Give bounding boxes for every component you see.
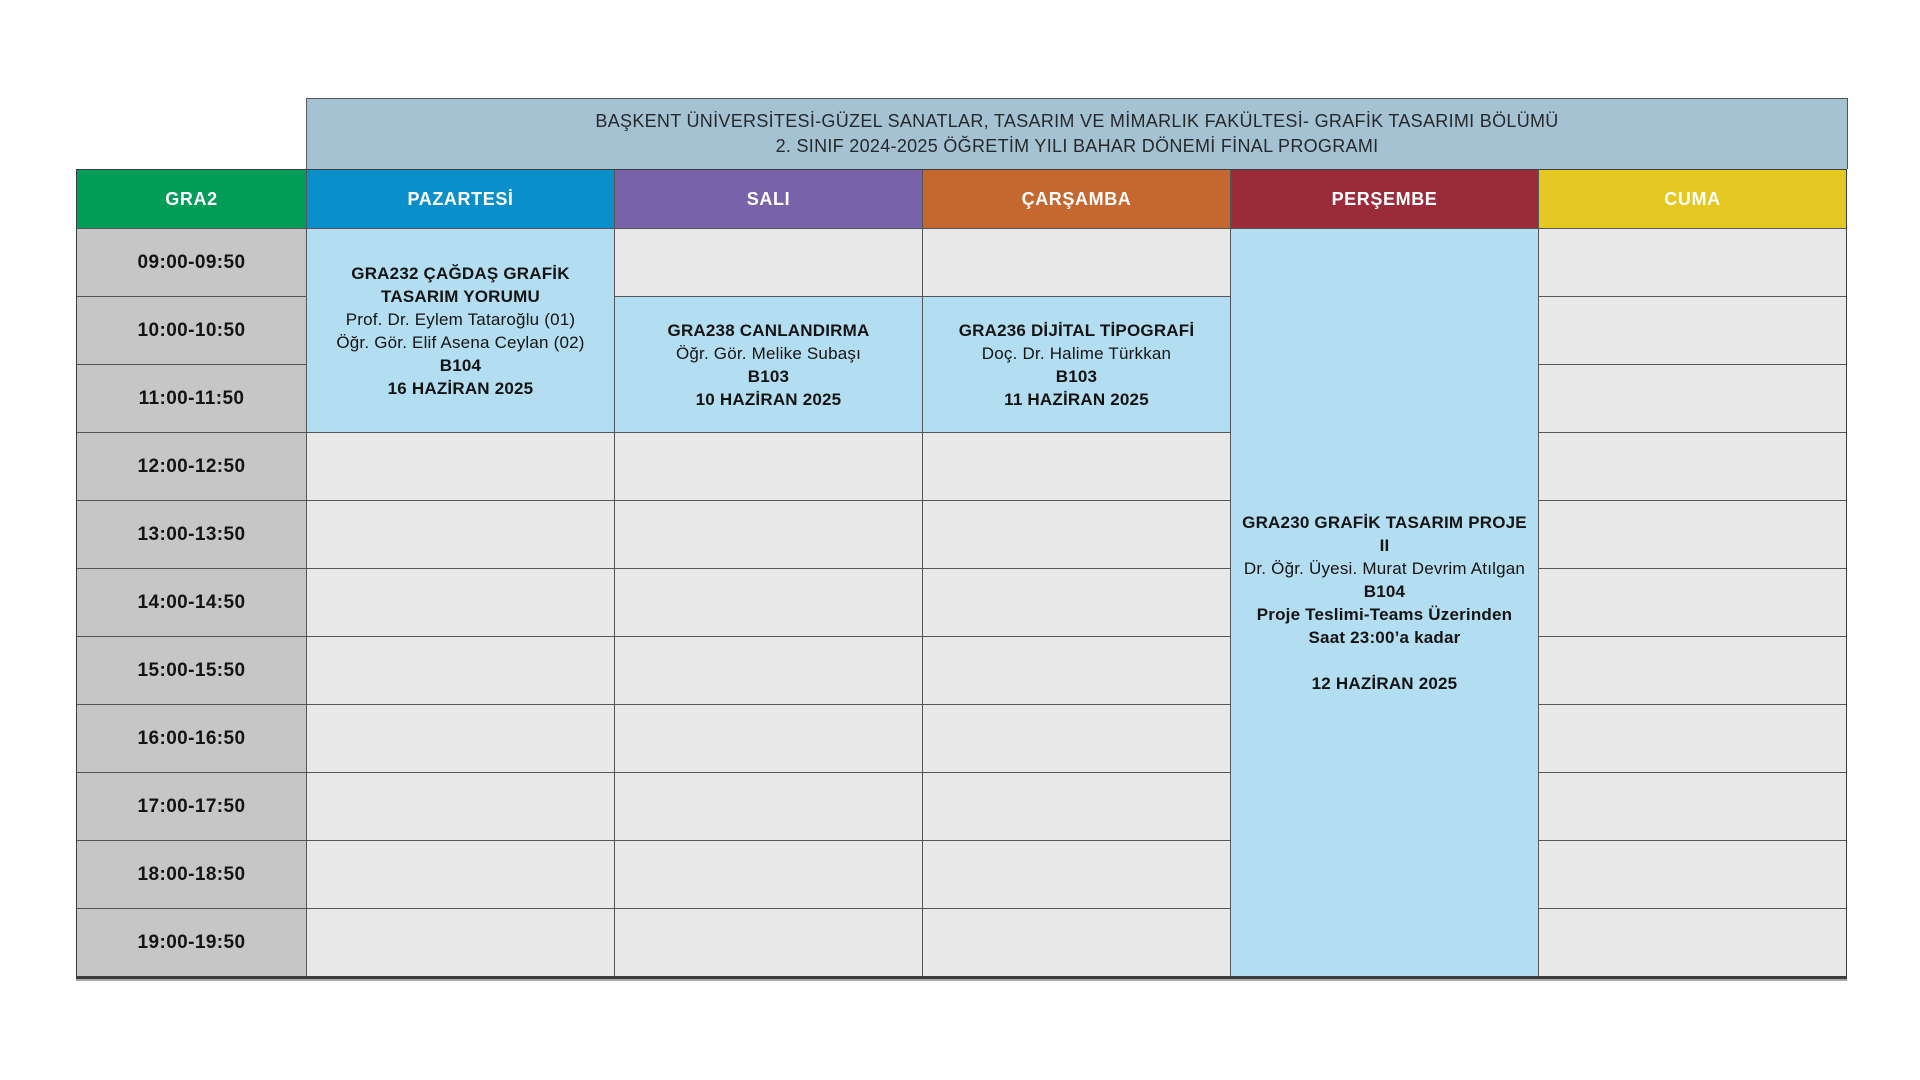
- empty-slot: [923, 773, 1230, 840]
- course-exam-date: 10 HAZİRAN 2025: [695, 389, 842, 409]
- empty-slot: [307, 909, 614, 976]
- empty-slot: [1539, 229, 1846, 296]
- empty-slot: [615, 909, 922, 976]
- time-slot-label: 19:00-19:50: [77, 909, 306, 976]
- time-slot-label: 10:00-10:50: [77, 297, 306, 364]
- empty-slot: [307, 501, 614, 568]
- empty-slot: [1539, 909, 1846, 976]
- empty-slot: [923, 841, 1230, 908]
- time-slot-label: 12:00-12:50: [77, 433, 306, 500]
- course-exam-date: 12 HAZİRAN 2025: [1311, 673, 1458, 693]
- faculty-title: BAŞKENT ÜNİVERSİTESİ-GÜZEL SANATLAR, TASARIM VE MİMARLIK FAKÜLTESİ- GRAFİK TASARIMI BÖLÜMÜ: [595, 111, 1559, 131]
- empty-slot: [615, 433, 922, 500]
- course-note: Saat 23:00’a kadar: [1308, 627, 1461, 647]
- course-cell-gra238: [615, 297, 922, 432]
- empty-slot: [615, 773, 922, 840]
- empty-slot: [615, 637, 922, 704]
- day-header-pazartesi: PAZARTESİ: [307, 170, 614, 228]
- group-header-gra2: GRA2: [77, 170, 306, 228]
- empty-slot: [307, 569, 614, 636]
- course-instructor: Doç. Dr. Halime Türkkan: [981, 343, 1172, 363]
- empty-slot: [615, 501, 922, 568]
- time-slot-label: 18:00-18:50: [77, 841, 306, 908]
- empty-slot: [1539, 705, 1846, 772]
- timetable: [76, 169, 1847, 979]
- empty-slot: [1539, 501, 1846, 568]
- course-room: B104: [439, 355, 482, 375]
- empty-slot: [307, 433, 614, 500]
- day-header-persembe: PERŞEMBE: [1231, 170, 1538, 228]
- day-header-carsamba: ÇARŞAMBA: [923, 170, 1230, 228]
- empty-slot: [615, 841, 922, 908]
- course-exam-date: 16 HAZİRAN 2025: [387, 378, 534, 398]
- course-cell-gra236: [923, 297, 1230, 432]
- schedule-title-banner: [306, 98, 1848, 169]
- course-title: GRA236 DİJİTAL TİPOGRAFİ: [958, 320, 1195, 340]
- course-note: Proje Teslimi-Teams Üzerinden: [1256, 604, 1513, 624]
- empty-slot: [307, 841, 614, 908]
- course-instructor: Prof. Dr. Eylem Tataroğlu (01): [345, 309, 576, 329]
- empty-slot: [923, 909, 1230, 976]
- empty-slot: [1539, 637, 1846, 704]
- course-instructor: Öğr. Gör. Elif Asena Ceylan (02): [336, 332, 585, 352]
- empty-slot: [1539, 569, 1846, 636]
- empty-slot: [923, 433, 1230, 500]
- empty-slot: [923, 229, 1230, 296]
- empty-slot: [1539, 365, 1846, 432]
- time-slot-label: 13:00-13:50: [77, 501, 306, 568]
- day-header-sali: SALI: [615, 170, 922, 228]
- banner-row: [76, 98, 1848, 169]
- time-slot-label: 14:00-14:50: [77, 569, 306, 636]
- course-instructor: Öğr. Gör. Melike Subaşı: [675, 343, 862, 363]
- time-slot-label: 15:00-15:50: [77, 637, 306, 704]
- empty-slot: [307, 705, 614, 772]
- empty-slot: [923, 569, 1230, 636]
- banner-spacer: [76, 98, 306, 169]
- time-slot-label: 17:00-17:50: [77, 773, 306, 840]
- empty-slot: [615, 705, 922, 772]
- day-header-cuma: CUMA: [1539, 170, 1846, 228]
- course-title: GRA232 ÇAĞDAŞ GRAFİK TASARIM YORUMU: [351, 263, 570, 306]
- program-subtitle: 2. SINIF 2024-2025 ÖĞRETİM YILI BAHAR DÖNEMİ FİNAL PROGRAMI: [775, 136, 1379, 156]
- course-cell-gra230: [1231, 229, 1538, 976]
- empty-slot: [923, 705, 1230, 772]
- course-title: GRA238 CANLANDIRMA: [667, 320, 870, 340]
- final-exam-schedule: [76, 98, 1848, 979]
- empty-slot: [307, 637, 614, 704]
- empty-slot: [307, 773, 614, 840]
- empty-slot: [1539, 841, 1846, 908]
- empty-slot: [1539, 297, 1846, 364]
- empty-slot: [615, 229, 922, 296]
- course-room: B104: [1363, 581, 1406, 601]
- course-instructor: Dr. Öğr. Üyesi. Murat Devrim Atılgan: [1243, 558, 1526, 578]
- empty-slot: [1539, 433, 1846, 500]
- course-room: B103: [1055, 366, 1098, 386]
- empty-slot: [615, 569, 922, 636]
- time-slot-label: 16:00-16:50: [77, 705, 306, 772]
- course-cell-gra232: [307, 229, 614, 432]
- time-slot-label: 09:00-09:50: [77, 229, 306, 296]
- empty-slot: [1539, 773, 1846, 840]
- empty-slot: [923, 637, 1230, 704]
- empty-slot: [923, 501, 1230, 568]
- course-exam-date: 11 HAZİRAN 2025: [1004, 389, 1149, 409]
- course-room: B103: [747, 366, 790, 386]
- course-title: GRA230 GRAFİK TASARIM PROJE II: [1242, 512, 1527, 555]
- time-slot-label: 11:00-11:50: [77, 365, 306, 432]
